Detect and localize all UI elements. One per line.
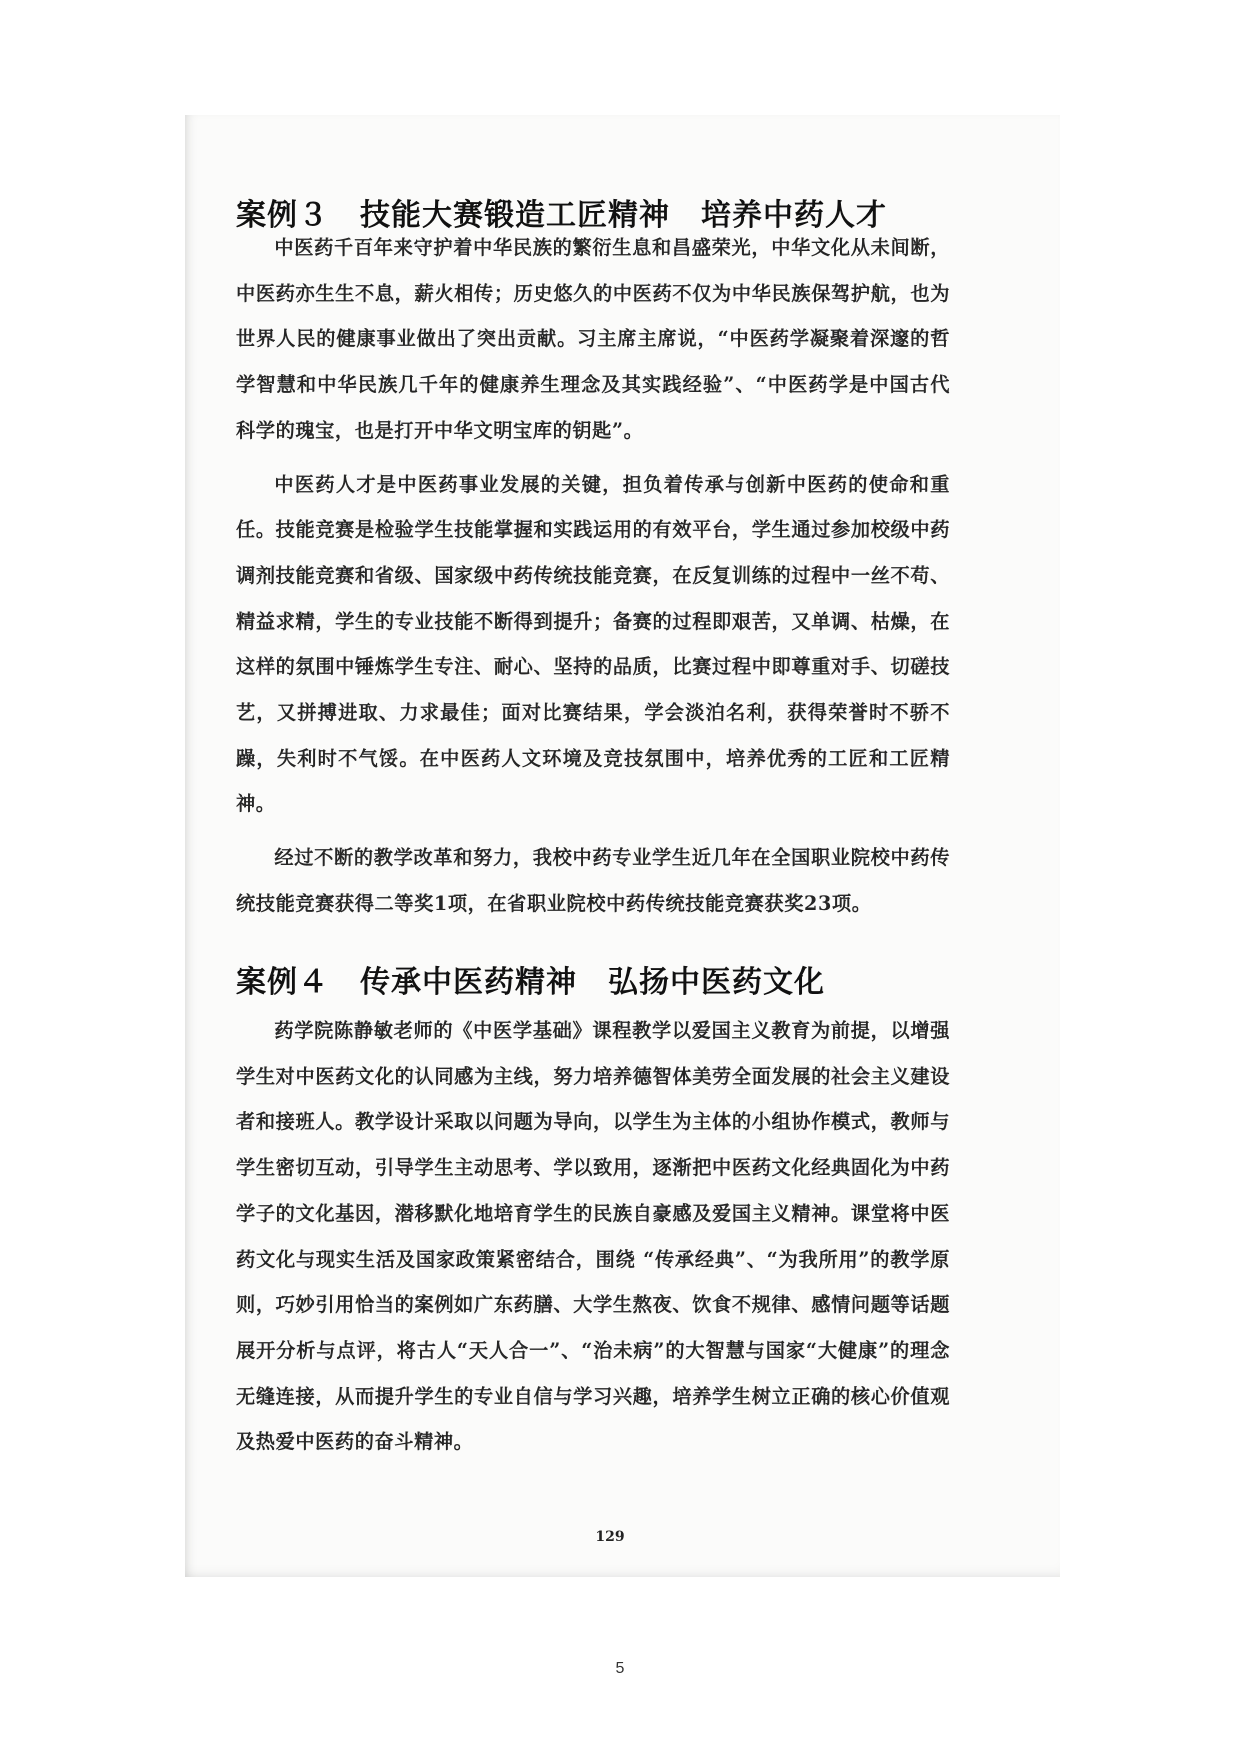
case-4-title: 案例４ 传承中医药精神 弘扬中医药文化: [236, 965, 825, 1000]
scanned-page-number: 129: [595, 1529, 625, 1545]
case-4-body: [236, 1008, 950, 1473]
case-4-paragraph-1: 药学院陈静敏老师的《中医学基础》课程教学以爱国主义教育为前提，以增强学生对中医药文化的认同感为主线，努力培养德智体美劳全面发展的社会主义建设者和接班人。教学设计采取以问题为导向，以学生为主体的小组协作模式，教师与学生密切互动，引导学生主动思考、学以致用，逐渐把中医药文化经典固化为中药学子的文化基因，潜移默化地培育学生的民族自豪感及爱国主义精神。课堂将中医药文化与现实生活及国家政策紧密结合，围绕 “传承经典”、“为我所用”的教学原则，巧妙引用恰当的案例如广东药膳、大学生熬夜、饮食不规律、感情问题等话题展开分析与点评，将古人“天人合一”、“治未病”的大智慧与国家“大健康”的理念无缝连接，从而提升学生的专业自信与学习兴趣，培养学生树立正确的核心价值观及热爱中医药的奋斗精神。: [236, 1019, 950, 1454]
case-3-body: [236, 225, 950, 935]
case-3-title: 案例３ 技能大赛锻造工匠精神 培养中药人才: [236, 198, 887, 233]
document-page-number: 5: [615, 1660, 625, 1677]
case-3-paragraph-1: 中医药千百年来守护着中华民族的繁衍生息和昌盛荣光，中华文化从未间断，中医药亦生生不息，薪火相传；历史悠久的中医药不仅为中华民族保驾护航，也为世界人民的健康事业做出了突出贡献。习主席主席说，“中医药学凝聚着深邃的哲学智慧和中华民族几千年的健康养生理念及其实践经验”、“中医药学是中国古代科学的瑰宝，也是打开中华文明宝库的钥匙”。: [236, 236, 950, 442]
case-3-paragraph-3: 经过不断的教学改革和努力，我校中药专业学生近几年在全国职业院校中药传统技能竞赛获得二等奖1项，在省职业院校中药传统技能竞赛获奖23项。: [236, 846, 950, 915]
case-3-paragraph-2: 中医药人才是中医药事业发展的关键，担负着传承与创新中医药的使命和重任。技能竞赛是检验学生技能掌握和实践运用的有效平台，学生通过参加校级中药调剂技能竞赛和省级、国家级中药传统技能竞赛，在反复训练的过程中一丝不苟、精益求精，学生的专业技能不断得到提升；备赛的过程即艰苦，又单调、枯燥，在这样的氛围中锤炼学生专注、耐心、坚持的品质，比赛过程中即尊重对手、切磋技艺，又拼搏进取、力求最佳；面对比赛结果，学会淡泊名利，获得荣誉时不骄不躁，失利时不气馁。在中医药人文环境及竞技氛围中，培养优秀的工匠和工匠精神。: [236, 472, 950, 816]
